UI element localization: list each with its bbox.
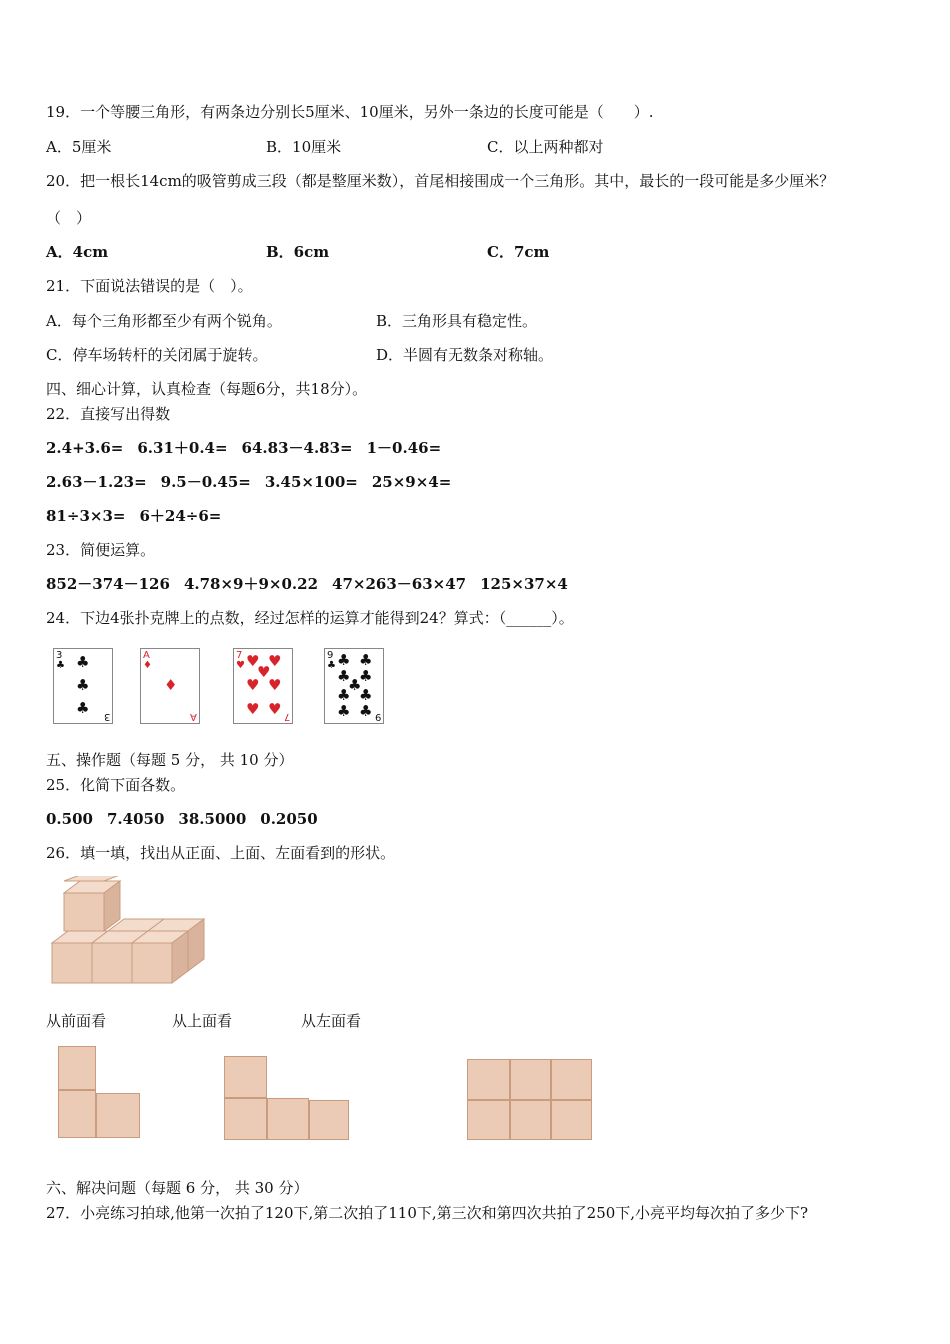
q23-row xyxy=(46,574,582,594)
q27-text: 27．小亮练习拍球,他第一次拍了120下,第二次拍了110下,第三次和第四次共拍了250下,小亮平均每次拍了多少下? xyxy=(46,1204,809,1222)
heart-icon: ♥ xyxy=(246,676,260,694)
calc-item: 25×9×4= xyxy=(371,473,452,491)
heart-icon: ♥ xyxy=(246,700,260,718)
calc-item: 6＋24÷6= xyxy=(139,507,222,525)
left-view-label: 从左面看 xyxy=(301,1012,362,1030)
playing-card-9-clubs xyxy=(324,648,384,724)
calc-item: 9.5－0.45= xyxy=(160,473,251,491)
cube-face xyxy=(132,943,172,983)
cube-group xyxy=(52,876,204,983)
q22-row-2 xyxy=(46,472,465,492)
front-view-label: 从前面看 xyxy=(46,1012,107,1030)
heart-icon: ♥ xyxy=(236,660,245,671)
view-square xyxy=(551,1100,592,1140)
q19-option-c[interactable]: C．以上两种都对 xyxy=(487,138,604,156)
q20-option-c[interactable]: C．7cm xyxy=(487,243,550,261)
cube-face xyxy=(52,943,92,983)
calc-item: 81÷3×3= xyxy=(46,507,126,525)
heart-icon: ♥ xyxy=(268,676,282,694)
card-rank: 7 xyxy=(283,711,290,722)
club-icon: ♣ xyxy=(56,660,65,671)
calc-item: 2.4+3.6= xyxy=(46,439,124,457)
q20-answer-paren: （ ） xyxy=(46,209,92,227)
card-rank: 3 xyxy=(103,711,110,722)
club-icon: ♣ xyxy=(359,686,373,704)
view-square xyxy=(467,1059,510,1100)
playing-card-3-clubs xyxy=(53,648,113,724)
q20-option-a[interactable]: A．4cm xyxy=(46,243,109,261)
decimal-item: 38.5000 xyxy=(178,810,247,828)
q25-text: 25．化简下面各数。 xyxy=(46,776,186,794)
q22-text: 22．直接写出得数 xyxy=(46,405,171,423)
q21-text: 21．下面说法错误的是（ ）。 xyxy=(46,277,253,295)
diamond-icon: ♦ xyxy=(143,660,152,671)
q22-row-3 xyxy=(46,506,235,526)
heart-icon: ♥ xyxy=(268,700,282,718)
view-square xyxy=(551,1059,592,1100)
cube-face xyxy=(64,893,104,931)
view-square xyxy=(267,1098,309,1140)
calc-item: 2.63－1.23= xyxy=(46,473,147,491)
club-icon: ♣ xyxy=(337,667,351,685)
club-icon: ♣ xyxy=(337,651,351,669)
club-icon: ♣ xyxy=(359,667,373,685)
decimal-item: 0.2050 xyxy=(260,810,318,828)
decimal-item: 7.4050 xyxy=(106,810,165,828)
club-icon: ♣ xyxy=(327,660,336,671)
decimal-item: 0.500 xyxy=(46,810,93,828)
club-icon: ♣ xyxy=(359,651,373,669)
heart-icon: ♥ xyxy=(268,652,282,670)
q21-option-a[interactable]: A．每个三角形都至少有两个锐角。 xyxy=(46,312,282,330)
club-icon: ♣ xyxy=(337,686,351,704)
q19-text: 19．一个等腰三角形，有两条边分别长5厘米、10厘米，另外一条边的长度可能是（ ）. xyxy=(46,103,654,121)
q23-text: 23．简便运算。 xyxy=(46,541,156,559)
q21-option-b[interactable]: B．三角形具有稳定性。 xyxy=(376,312,538,330)
calc-item: 1－0.46= xyxy=(366,439,442,457)
card-rank: 3 xyxy=(56,650,63,661)
diamond-icon: ♦ xyxy=(164,676,178,694)
playing-card-7-hearts xyxy=(233,648,293,724)
card-rank: 7 xyxy=(236,650,243,661)
q20-text: 20．把一根长14cm的吸管剪成三段（都是整厘米数），首尾相接围成一个三角形。其中，最长的一段可能是多少厘米？ xyxy=(46,172,835,190)
view-square xyxy=(510,1059,551,1100)
calc-item: 64.83－4.83= xyxy=(241,439,353,457)
club-icon: ♣ xyxy=(348,676,362,694)
view-square xyxy=(58,1046,96,1090)
playing-card-ace-diamonds xyxy=(140,648,200,724)
q26-text: 26．填一填，找出从正面、上面、左面看到的形状。 xyxy=(46,844,396,862)
card-rank: A xyxy=(190,711,197,722)
calc-item: 47×263－63×47 xyxy=(332,575,467,593)
cube-face xyxy=(64,876,120,881)
q22-row-1 xyxy=(46,438,455,458)
q21-option-c[interactable]: C．停车场转杆的关闭属于旋转。 xyxy=(46,346,268,364)
calc-item: 3.45×100= xyxy=(264,473,358,491)
q24-text: 24．下边4张扑克牌上的点数，经过怎样的运算才能得到24？算式：（______）。 xyxy=(46,609,574,627)
view-square xyxy=(224,1056,267,1098)
section-4-heading: 四、细心计算，认真检查（每题6分，共18分）。 xyxy=(46,380,368,398)
calc-item: 4.78×9＋9×0.22 xyxy=(183,575,319,593)
view-square xyxy=(309,1100,349,1140)
q20-option-b[interactable]: B．6cm xyxy=(266,243,330,261)
heart-icon: ♥ xyxy=(257,663,271,681)
card-rank: A xyxy=(143,650,150,661)
q19-option-b[interactable]: B．10厘米 xyxy=(266,138,342,156)
club-icon: ♣ xyxy=(337,702,351,720)
heart-icon: ♥ xyxy=(246,652,260,670)
view-square xyxy=(510,1100,551,1140)
section-6-heading: 六、解决问题（每题 6 分， 共 30 分） xyxy=(46,1179,309,1197)
q25-row xyxy=(46,809,332,829)
q19-option-a[interactable]: A．5厘米 xyxy=(46,138,112,156)
card-rank: 9 xyxy=(327,650,334,661)
club-icon: ♣ xyxy=(76,699,90,717)
calc-item: 852－374－126 xyxy=(46,575,170,593)
cube-stack-figure xyxy=(50,876,205,988)
card-rank: 9 xyxy=(374,711,381,722)
top-view-label: 从上面看 xyxy=(172,1012,233,1030)
club-icon: ♣ xyxy=(76,676,90,694)
calc-item: 6.31＋0.4= xyxy=(137,439,228,457)
cube-face xyxy=(92,943,132,983)
calc-item: 125×37×4 xyxy=(480,575,568,593)
view-square xyxy=(96,1093,140,1138)
q21-option-d[interactable]: D．半圆有无数条对称轴。 xyxy=(376,346,554,364)
club-icon: ♣ xyxy=(76,653,90,671)
section-5-heading: 五、操作题（每题 5 分， 共 10 分） xyxy=(46,751,294,769)
view-square xyxy=(467,1100,510,1140)
view-square xyxy=(224,1098,267,1140)
club-icon: ♣ xyxy=(359,702,373,720)
view-square xyxy=(58,1090,96,1138)
